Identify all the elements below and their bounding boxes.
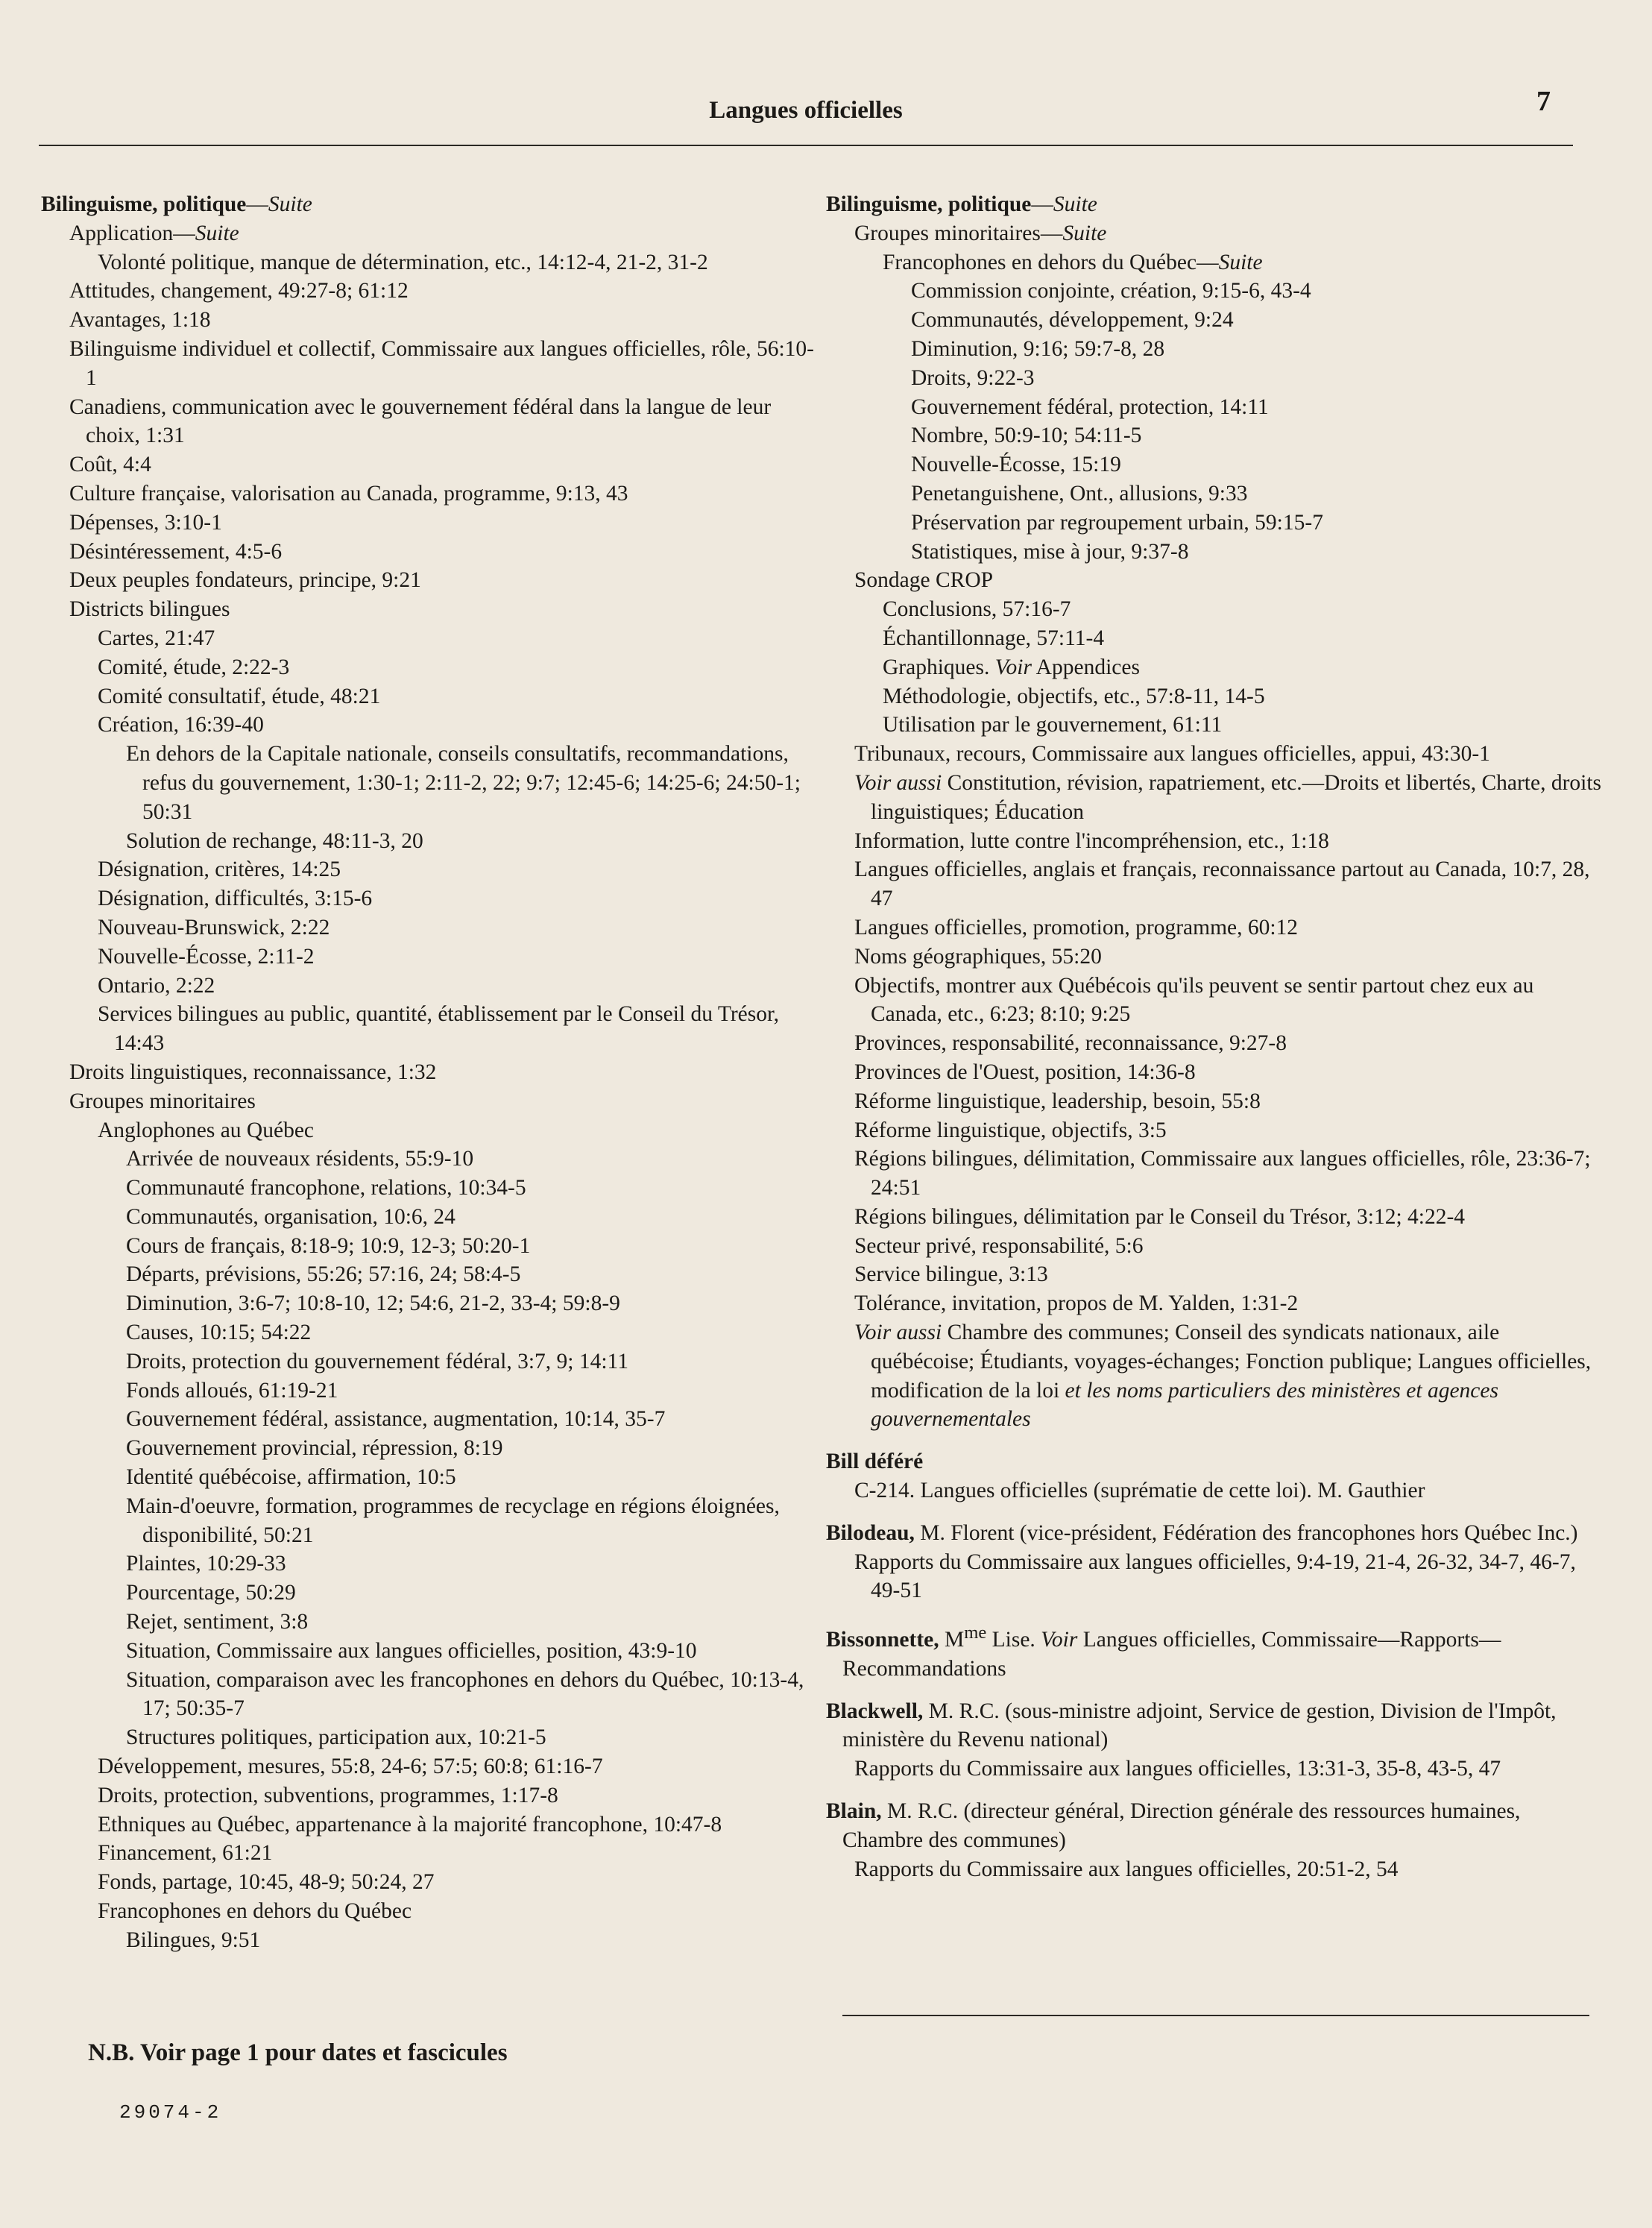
index-heading: Bissonnette, $M^{me}$ Lise. Voir Langues officielles, Commissaire—Rapports—Recommandations: [826, 1623, 1501, 1681]
index-entry: Solution de rechange, 48:11-3, 20: [126, 828, 423, 853]
index-entry: Conclusions, 57:16-7: [883, 597, 1071, 622]
index-entry: Causes, 10:15; 54:22: [126, 1321, 312, 1345]
index-column-left: [41, 190, 816, 1955]
index-entry: Statistiques, mise à jour, 9:37-8: [911, 539, 1189, 564]
index-entry: Comité, étude, 2:22-3: [98, 655, 290, 679]
footer-note: N.B. Voir page 1 pour dates et fascicules: [88, 2039, 508, 2066]
page-header: [39, 82, 1573, 149]
index-entry: Langues officielles, promotion, programme, 60:12: [854, 915, 1299, 940]
index-entry: Droits, protection du gouvernement fédéral, 3:7, 9; 14:11: [126, 1349, 628, 1373]
index-entry: Voir aussi Constitution, révision, rapatriement, etc.—Droits et libertés, Charte, droits linguistiques; Éducation: [854, 770, 1602, 824]
index-entry: Arrivée de nouveaux résidents, 55:9-10: [126, 1147, 474, 1171]
index-entry: Gouvernement fédéral, protection, 14:11: [911, 394, 1269, 419]
index-entry: Ontario, 2:22: [98, 973, 215, 998]
footer-code: 29074-2: [119, 2101, 222, 2124]
index-entry: Anglophones au Québec: [98, 1118, 315, 1142]
index-heading: Blain, M. R.C. (directeur général, Direction générale des ressources humaines, Chambre des communes): [826, 1799, 1521, 1852]
index-entry: Désignation, difficultés, 3:15-6: [98, 887, 373, 911]
index-heading: Bilinguisme, politique—Suite: [826, 192, 1097, 216]
index-entry: Communautés, développement, 9:24: [911, 308, 1234, 333]
index-entry: Rapports du Commissaire aux langues officielles, 20:51-2, 54: [854, 1857, 1399, 1881]
page-title: Langues officielles: [709, 97, 903, 124]
index-entry: Cartes, 21:47: [98, 626, 215, 650]
index-entry: Francophones en dehors du Québec—Suite: [883, 250, 1263, 274]
index-entry: Identité québécoise, affirmation, 10:5: [126, 1465, 456, 1490]
index-entry: Provinces de l'Ouest, position, 14:36-8: [854, 1060, 1196, 1084]
index-entry: Districts bilingues: [69, 597, 230, 622]
index-entry: Situation, comparaison avec les francophones en dehors du Québec, 10:13-4, 17; 50:35-7: [126, 1667, 804, 1721]
index-entry: Nouvelle-Écosse, 2:11-2: [98, 944, 315, 969]
index-entry: Graphiques. Voir Appendices: [883, 655, 1140, 679]
index-entry: Création, 16:39-40: [98, 713, 264, 737]
index-entry: Régions bilingues, délimitation par le Conseil du Trésor, 3:12; 4:22-4: [854, 1204, 1466, 1229]
index-heading: Blackwell, M. R.C. (sous-ministre adjoint, Service de gestion, Division de l'Impôt, ministère du Revenu national): [826, 1699, 1557, 1752]
index-entry: Structures politiques, participation aux, 10:21-5: [126, 1725, 546, 1750]
index-entry: Cours de français, 8:18-9; 10:9, 12-3; 50:20-1: [126, 1233, 531, 1258]
index-entry: Groupes minoritaires—Suite: [854, 221, 1107, 245]
index-entry: Gouvernement fédéral, assistance, augmentation, 10:14, 35-7: [126, 1407, 666, 1432]
index-entry: Sondage CROP: [854, 568, 994, 593]
index-entry: Droits, protection, subventions, programmes, 1:17-8: [98, 1783, 558, 1807]
index-column-right: [826, 190, 1606, 1884]
index-entry: Développement, mesures, 55:8, 24-6; 57:5; 60:8; 61:16-7: [98, 1755, 603, 1779]
index-entry: Rejet, sentiment, 3:8: [126, 1610, 309, 1634]
index-entry: Penetanguishene, Ont., allusions, 9:33: [911, 481, 1248, 506]
index-entry: Objectifs, montrer aux Québécois qu'ils peuvent se sentir partout chez eux au Canada, etc., 6:23; 8:10; 9:25: [854, 973, 1534, 1027]
index-entry: Nombre, 50:9-10; 54:11-5: [911, 424, 1142, 448]
index-entry: Départs, prévisions, 55:26; 57:16, 24; 58:4-5: [126, 1262, 521, 1287]
index-entry: Secteur privé, responsabilité, 5:6: [854, 1233, 1144, 1258]
index-entry: Information, lutte contre l'incompréhension, etc., 1:18: [854, 828, 1329, 853]
index-entry: Bilinguisme individuel et collectif, Commissaire aux langues officielles, rôle, 56:10-1: [69, 336, 814, 390]
index-entry: Ethniques au Québec, appartenance à la majorité francophone, 10:47-8: [98, 1812, 722, 1837]
index-entry: Bilingues, 9:51: [126, 1928, 261, 1952]
index-entry: Réforme linguistique, leadership, besoin, 55:8: [854, 1089, 1261, 1113]
index-entry: Situation, Commissaire aux langues officielles, position, 43:9-10: [126, 1638, 697, 1663]
index-entry: Attitudes, changement, 49:27-8; 61:12: [69, 279, 409, 303]
index-entry: Plaintes, 10:29-33: [126, 1552, 286, 1576]
index-entry: Comité consultatif, étude, 48:21: [98, 684, 381, 708]
index-entry: Droits, 9:22-3: [911, 365, 1035, 390]
index-entry: Préservation par regroupement urbain, 59:15-7: [911, 510, 1323, 535]
index-entry: Diminution, 9:16; 59:7-8, 28: [911, 336, 1165, 361]
page-number: 7: [1536, 86, 1551, 117]
index-entry: Rapports du Commissaire aux langues officielles, 9:4-19, 21-4, 26-32, 34-7, 46-7, 49-51: [854, 1549, 1576, 1603]
index-entry: Dépenses, 3:10-1: [69, 510, 222, 535]
index-entry: Francophones en dehors du Québec: [98, 1899, 412, 1924]
index-entry: Désignation, critères, 14:25: [98, 857, 341, 882]
index-entry: Avantages, 1:18: [69, 308, 211, 333]
index-entry: Canadiens, communication avec le gouvernement fédéral dans la langue de leur choix, 1:31: [69, 394, 772, 448]
index-entry: Application—Suite: [69, 221, 239, 245]
index-entry: C-214. Langues officielles (suprématie de cette loi). M. Gauthier: [854, 1479, 1425, 1503]
index-entry: Communauté francophone, relations, 10:34-5: [126, 1176, 526, 1200]
index-entry: Gouvernement provincial, répression, 8:19: [126, 1436, 503, 1461]
index-entry: Service bilingue, 3:13: [854, 1262, 1048, 1287]
index-entry: Provinces, responsabilité, reconnaissance, 9:27-8: [854, 1031, 1287, 1056]
index-entry: En dehors de la Capitale nationale, conseils consultatifs, recommandations, refus du gouvernement, 1:30-1; 2:11-2, 22; 9:7; 12:45-6; 14:25-6; 24:50-1; 50:31: [126, 742, 801, 824]
index-entry: Langues officielles, anglais et français, reconnaissance partout au Canada, 10:7, 28, 47: [854, 857, 1590, 911]
index-entry: Groupes minoritaires: [69, 1089, 256, 1113]
index-heading: Bilodeau, M. Florent (vice-président, Fédération des francophones hors Québec Inc.): [826, 1520, 1578, 1545]
index-entry: Voir aussi Chambre des communes; Conseil des syndicats nationaux, aile québécoise; Étudiants, voyages-échanges; Fonction publique; Langues officielles, modification de la loi et les noms particuliers des ministères et agences gouvernementales: [854, 1321, 1592, 1432]
index-entry: Échantillonnage, 57:11-4: [883, 626, 1105, 650]
index-entry: Financement, 61:21: [98, 1841, 273, 1866]
index-entry: Noms géographiques, 55:20: [854, 944, 1102, 969]
index-entry: Nouveau-Brunswick, 2:22: [98, 915, 330, 940]
bottom-rule: [842, 2015, 1589, 2016]
index-entry: Diminution, 3:6-7; 10:8-10, 12; 54:6, 21-2, 33-4; 59:8-9: [126, 1291, 620, 1316]
index-entry: Fonds, partage, 10:45, 48-9; 50:24, 27: [98, 1870, 435, 1895]
index-entry: Droits linguistiques, reconnaissance, 1:32: [69, 1060, 437, 1084]
index-entry: Volonté politique, manque de détermination, etc., 14:12-4, 21-2, 31-2: [98, 250, 708, 274]
index-entry: Deux peuples fondateurs, principe, 9:21: [69, 568, 421, 593]
index-entry: Tolérance, invitation, propos de M. Yalden, 1:31-2: [854, 1291, 1299, 1316]
header-rule: [39, 145, 1573, 146]
index-entry: Main-d'oeuvre, formation, programmes de recyclage en régions éloignées, disponibilité, 50:21: [126, 1494, 780, 1547]
index-entry: Réforme linguistique, objectifs, 3:5: [854, 1118, 1167, 1142]
index-entry: Coût, 4:4: [69, 453, 151, 477]
index-entry: Rapports du Commissaire aux langues officielles, 13:31-3, 35-8, 43-5, 47: [854, 1757, 1501, 1781]
index-entry: Méthodologie, objectifs, etc., 57:8-11, 14-5: [883, 684, 1265, 708]
index-entry: Communautés, organisation, 10:6, 24: [126, 1204, 455, 1229]
index-entry: Utilisation par le gouvernement, 61:11: [883, 713, 1223, 737]
index-entry: Culture française, valorisation au Canada, programme, 9:13, 43: [69, 481, 628, 506]
index-heading: Bilinguisme, politique—Suite: [41, 192, 312, 216]
index-entry: Régions bilingues, délimitation, Commissaire aux langues officielles, rôle, 23:36-7; 24:51: [854, 1147, 1591, 1200]
index-heading: Bill déféré: [826, 1450, 924, 1474]
index-entry: Nouvelle-Écosse, 15:19: [911, 453, 1121, 477]
index-entry: Tribunaux, recours, Commissaire aux langues officielles, appui, 43:30-1: [854, 742, 1490, 767]
index-entry: Commission conjointe, création, 9:15-6, 43-4: [911, 279, 1311, 303]
index-entry: Désintéressement, 4:5-6: [69, 539, 283, 564]
index-entry: Pourcentage, 50:29: [126, 1581, 296, 1605]
index-entry: Fonds alloués, 61:19-21: [126, 1378, 338, 1403]
index-entry: Services bilingues au public, quantité, établissement par le Conseil du Trésor, 14:43: [98, 1002, 779, 1056]
